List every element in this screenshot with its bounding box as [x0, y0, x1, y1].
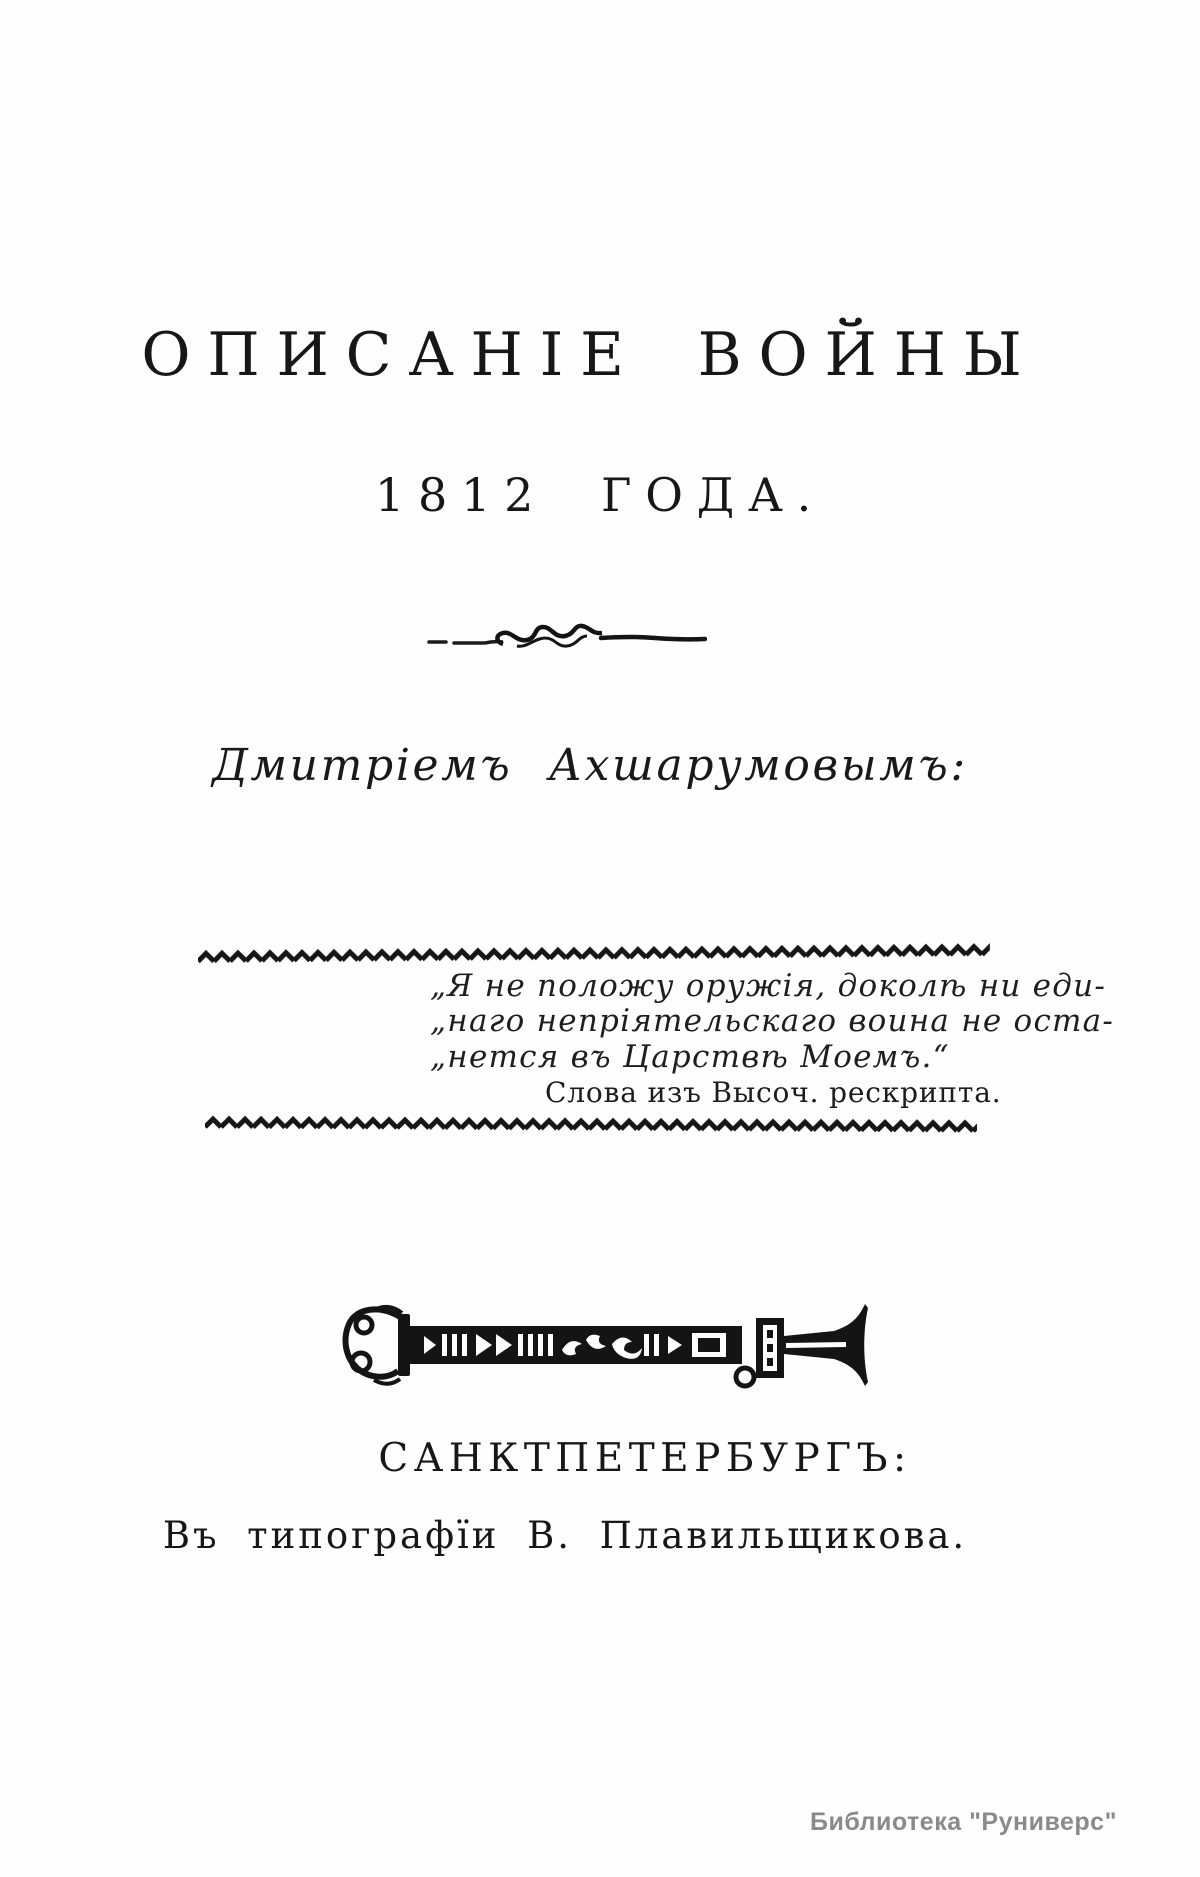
book-title-year: 1812 ГОДА. — [374, 468, 825, 522]
epigraph-attribution: Слова изъ Высоч. рескрипта. — [545, 1076, 1002, 1109]
book-title: ОПИСАНІЕ ВОЙНЫ — [141, 320, 1039, 390]
epigraph-line-3: „нется въ Царствѣ Моемъ.“ — [430, 1039, 950, 1075]
imprint-printer: Въ типографїи В. Плавильщикова. — [162, 1514, 968, 1557]
twisted-rope-divider-icon — [427, 622, 707, 660]
sheathed-sword-vignette-icon — [340, 1298, 870, 1396]
imprint-city: САНКТПЕТЕРБУРГЪ: — [378, 1436, 912, 1481]
epigraph-line-2: „наго непріятельскаго воина не оста- — [430, 1003, 1115, 1039]
epigraph-line-1: „Я не положу оружія, доколѣ ни еди- — [430, 968, 1107, 1004]
author-name: Дмитріемъ Ахшарумовымъ: — [212, 740, 968, 791]
zigzag-rule-bottom-icon — [205, 1112, 977, 1144]
library-watermark: Библиотека "Руниверс" — [810, 1808, 1117, 1836]
